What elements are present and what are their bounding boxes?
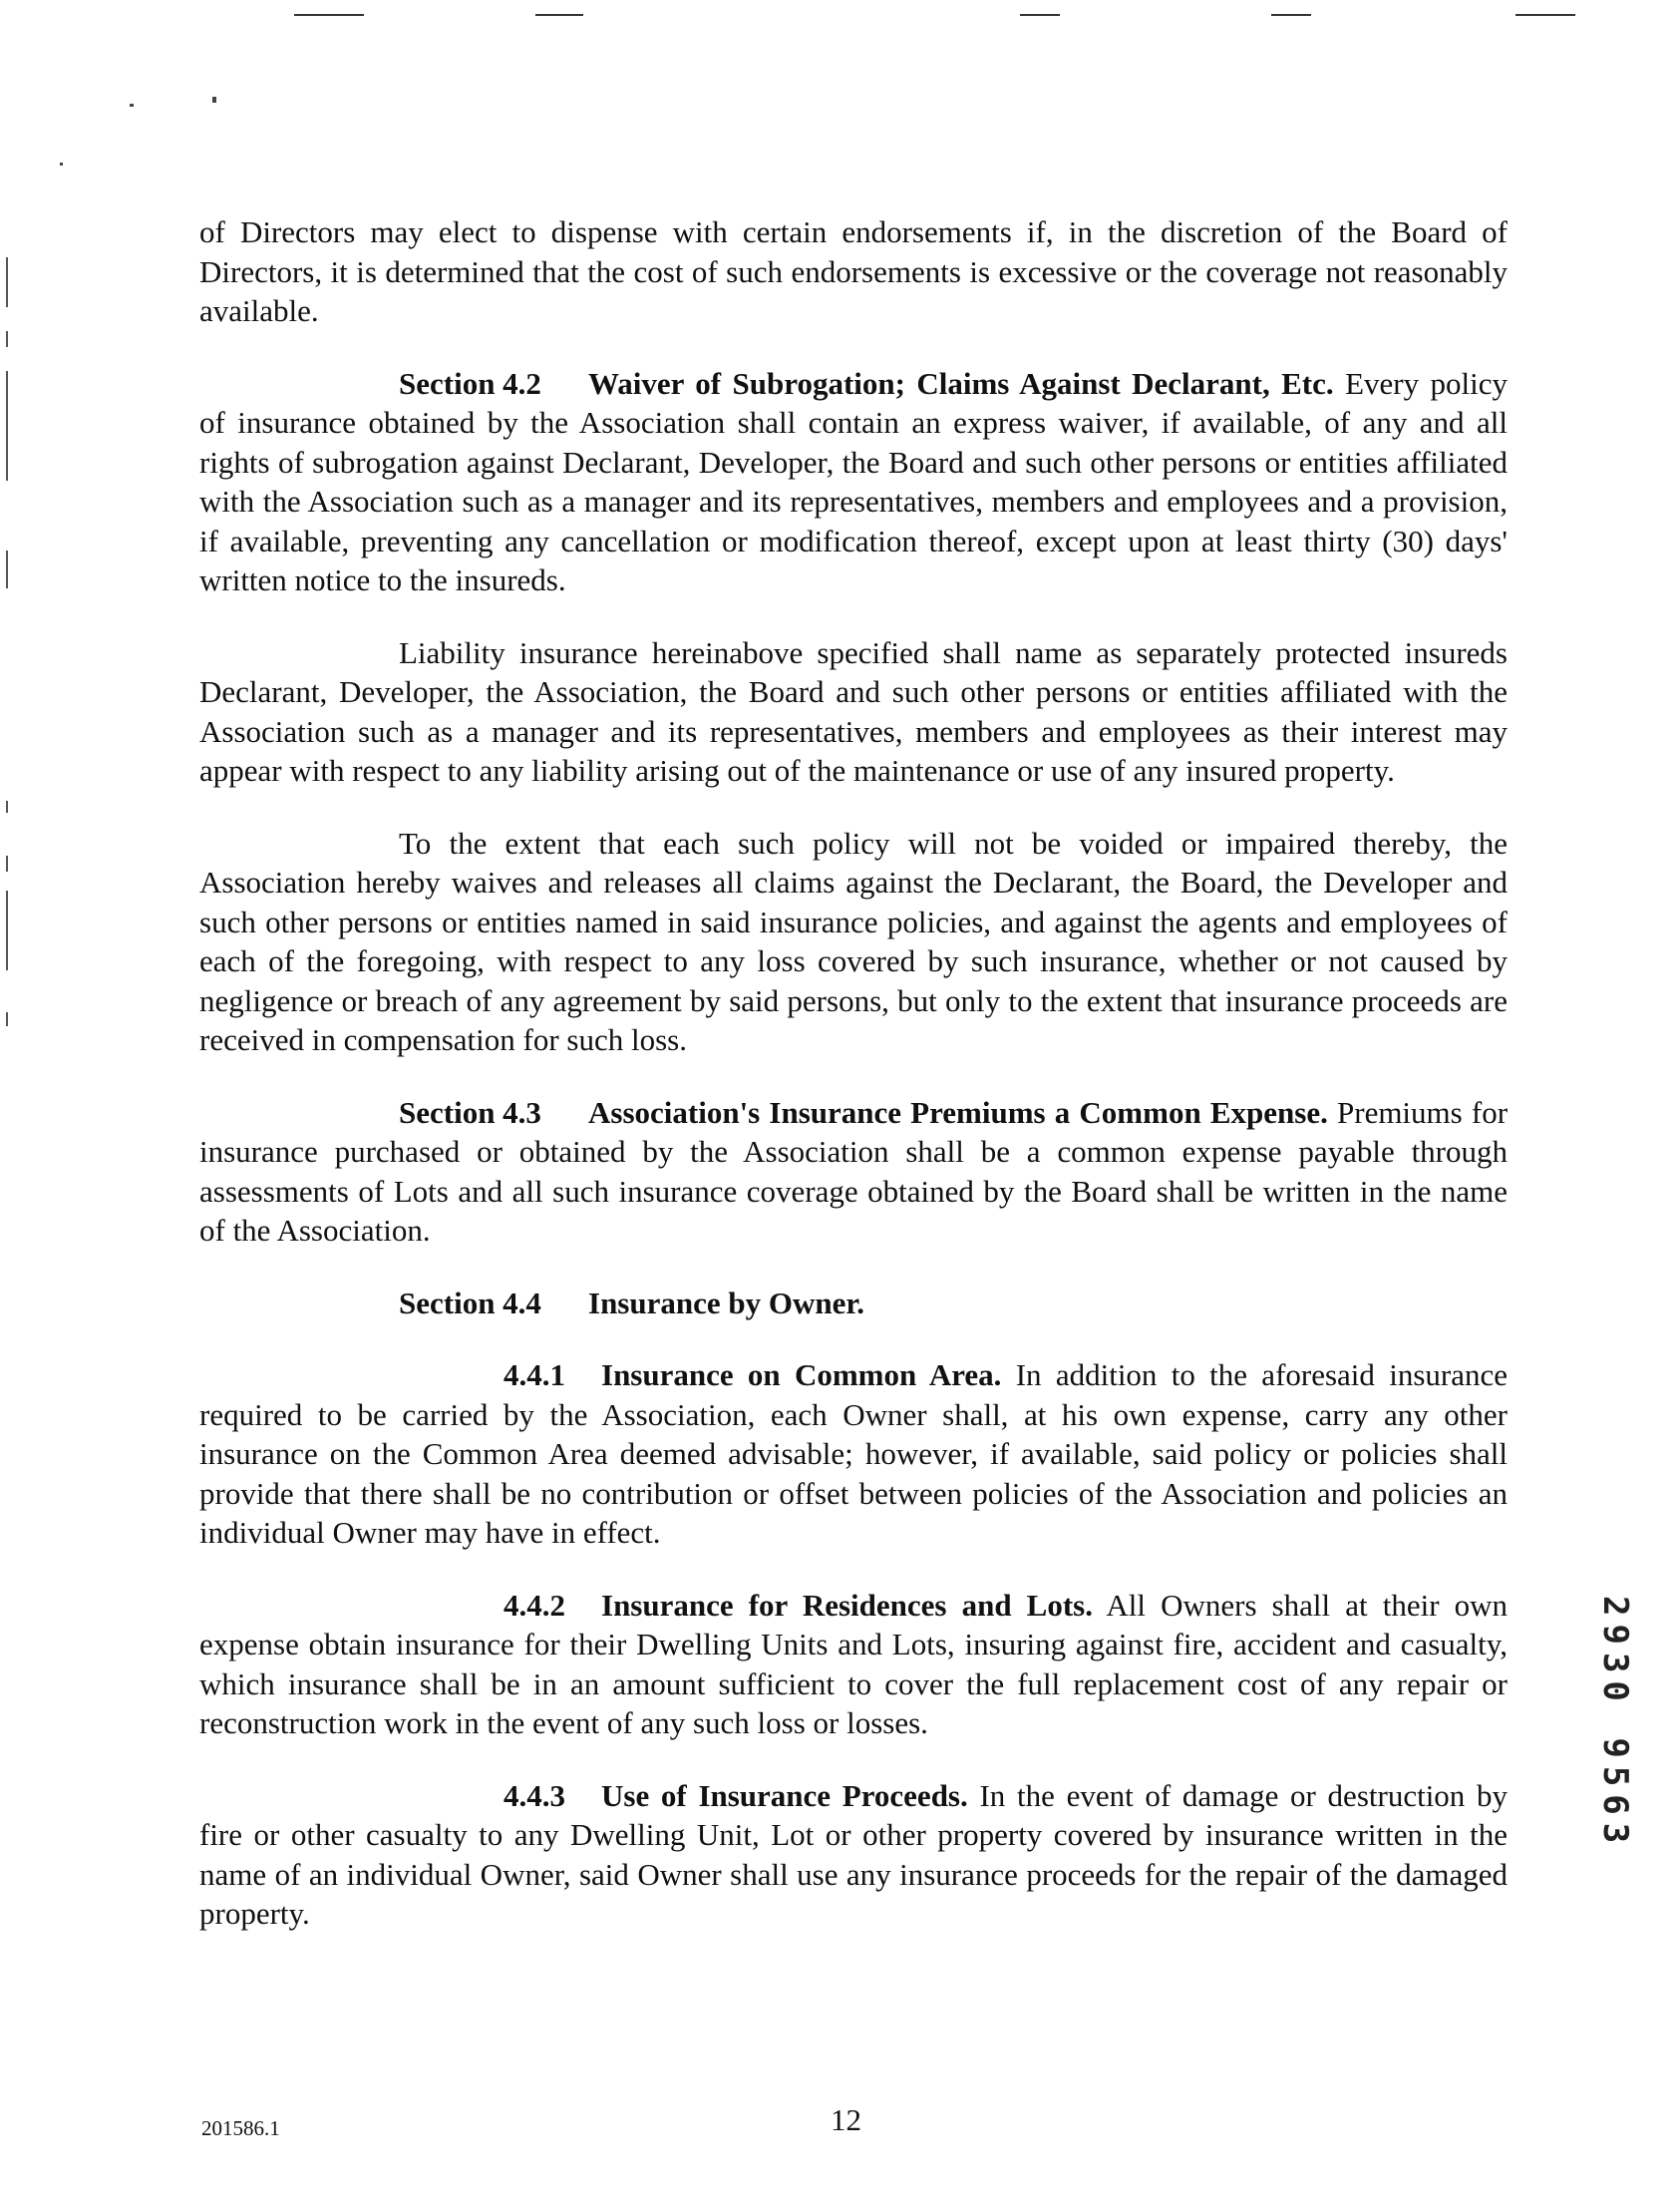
subsection-4-4-3 (199, 1776, 1508, 1934)
section-number: Section 4.2 (399, 365, 541, 401)
scan-top-rule (1515, 14, 1575, 16)
section-heading: Insurance by Owner. (588, 1285, 865, 1320)
section-4-2 (199, 364, 1508, 600)
section-4-4 (199, 1284, 1508, 1323)
section-4-3 (199, 1093, 1508, 1251)
margin-mark (6, 1012, 8, 1026)
recording-stamp: 2930 9563 (1595, 1596, 1635, 1852)
section-number: Section 4.3 (399, 1094, 541, 1130)
subsection-heading: Insurance on Common Area. (601, 1357, 1002, 1392)
margin-mark (6, 801, 8, 813)
scan-top-rule (535, 14, 583, 16)
document-body (199, 212, 1508, 1934)
scan-top-rule (294, 14, 364, 16)
waiver-paragraph: To the extent that each such policy will not be voided or impaired thereby, the Association hereby waives and releases all claims against the Declarant, the Board, the Developer and such other persons or entities named in said insurance policies, and against the agents and employees of each of the foregoing, with respect to any loss covered by such insurance, whether or not caused by negligence or breach of any agreement by said persons, but only to the extent that insurance proceeds are received in compensation for such loss. (199, 825, 1508, 1057)
subsection-number: 4.4.1 (504, 1357, 565, 1392)
subsection-text: In addition to the aforesaid insurance required to be carried by the Association, each Owner shall, at his own expense, carry any other insurance on the Common Area deemed advisable; however, if available, said policy or policies shall provide that there shall be no contribution or offset between policies of the Association and policies an individual Owner may have in effect. (199, 1357, 1508, 1550)
margin-mark (6, 891, 8, 970)
subsection-4-4-1 (199, 1355, 1508, 1553)
subsection-heading: Insurance for Residences and Lots. (601, 1587, 1093, 1623)
section-text: Premiums for insurance purchased or obtained by the Association shall be a common expense payable through assessments of Lots and all such insurance coverage obtained by the Board shall be written in the name of the Association. (199, 1094, 1509, 1248)
subsection-text: In the event of damage or destruction by fire or other casualty to any Dwelling Unit, Lot or other property covered by insurance written in the name of an individual Owner, said Owner shall use any insurance proceeds for the repair of the damaged property. (199, 1777, 1509, 1931)
liability-paragraph: Liability insurance hereinabove specified shall name as separately protected insureds Declarant, Developer, the Association, the Board and such other persons or entities affiliated with the Association such as a manager and its representatives, members and employees as their interest may appear with respect to any liability arising out of the maintenance or use of any insured property. (199, 634, 1508, 788)
margin-mark (6, 331, 8, 347)
scan-speck (130, 104, 134, 107)
section-text: Every policy of insurance obtained by the Association shall contain an express waiver, if available, of any and all rights of subrogation against Declarant, Developer, the Board and such other persons or entities affiliated with the Association such as a manager and its representatives, members and employees and a provision, if available, preventing any cancellation or modification thereof, except upon at least thirty (30) days' written notice to the insureds. (199, 365, 1509, 597)
subsection-4-4-2 (199, 1586, 1508, 1743)
section-heading: Waiver of Subrogation; Claims Against Declarant, Etc. (588, 365, 1334, 401)
subsection-heading: Use of Insurance Proceeds. (601, 1777, 968, 1813)
scan-top-rule (1271, 14, 1311, 16)
subsection-number: 4.4.3 (504, 1777, 565, 1813)
page-number: 12 (831, 2102, 861, 2137)
section-number: Section 4.4 (399, 1285, 541, 1320)
margin-mark (6, 371, 8, 481)
carryover-paragraph: of Directors may elect to dispense with certain endorsements if, in the discretion of the Board of Directors, it is determined that the cost of such endorsements is excessive or the coverage not reasonably available. (199, 214, 1508, 328)
margin-mark (6, 551, 8, 588)
subsection-number: 4.4.2 (504, 1587, 565, 1623)
subsection-text: All Owners shall at their own expense obtain insurance for their Dwelling Units and Lots, insuring against fire, accident and casualty, which insurance shall be in an amount sufficient to cover the full replacement cost of any repair or reconstruction work in the event of any such loss or losses. (199, 1587, 1509, 1740)
scan-speck (212, 97, 216, 103)
margin-mark (6, 856, 8, 872)
scan-speck (60, 163, 63, 166)
margin-mark (6, 257, 8, 307)
document-id: 201586.1 (201, 2116, 280, 2140)
scan-top-rule (1020, 14, 1060, 16)
section-heading: Association's Insurance Premiums a Common Expense. (588, 1094, 1328, 1130)
